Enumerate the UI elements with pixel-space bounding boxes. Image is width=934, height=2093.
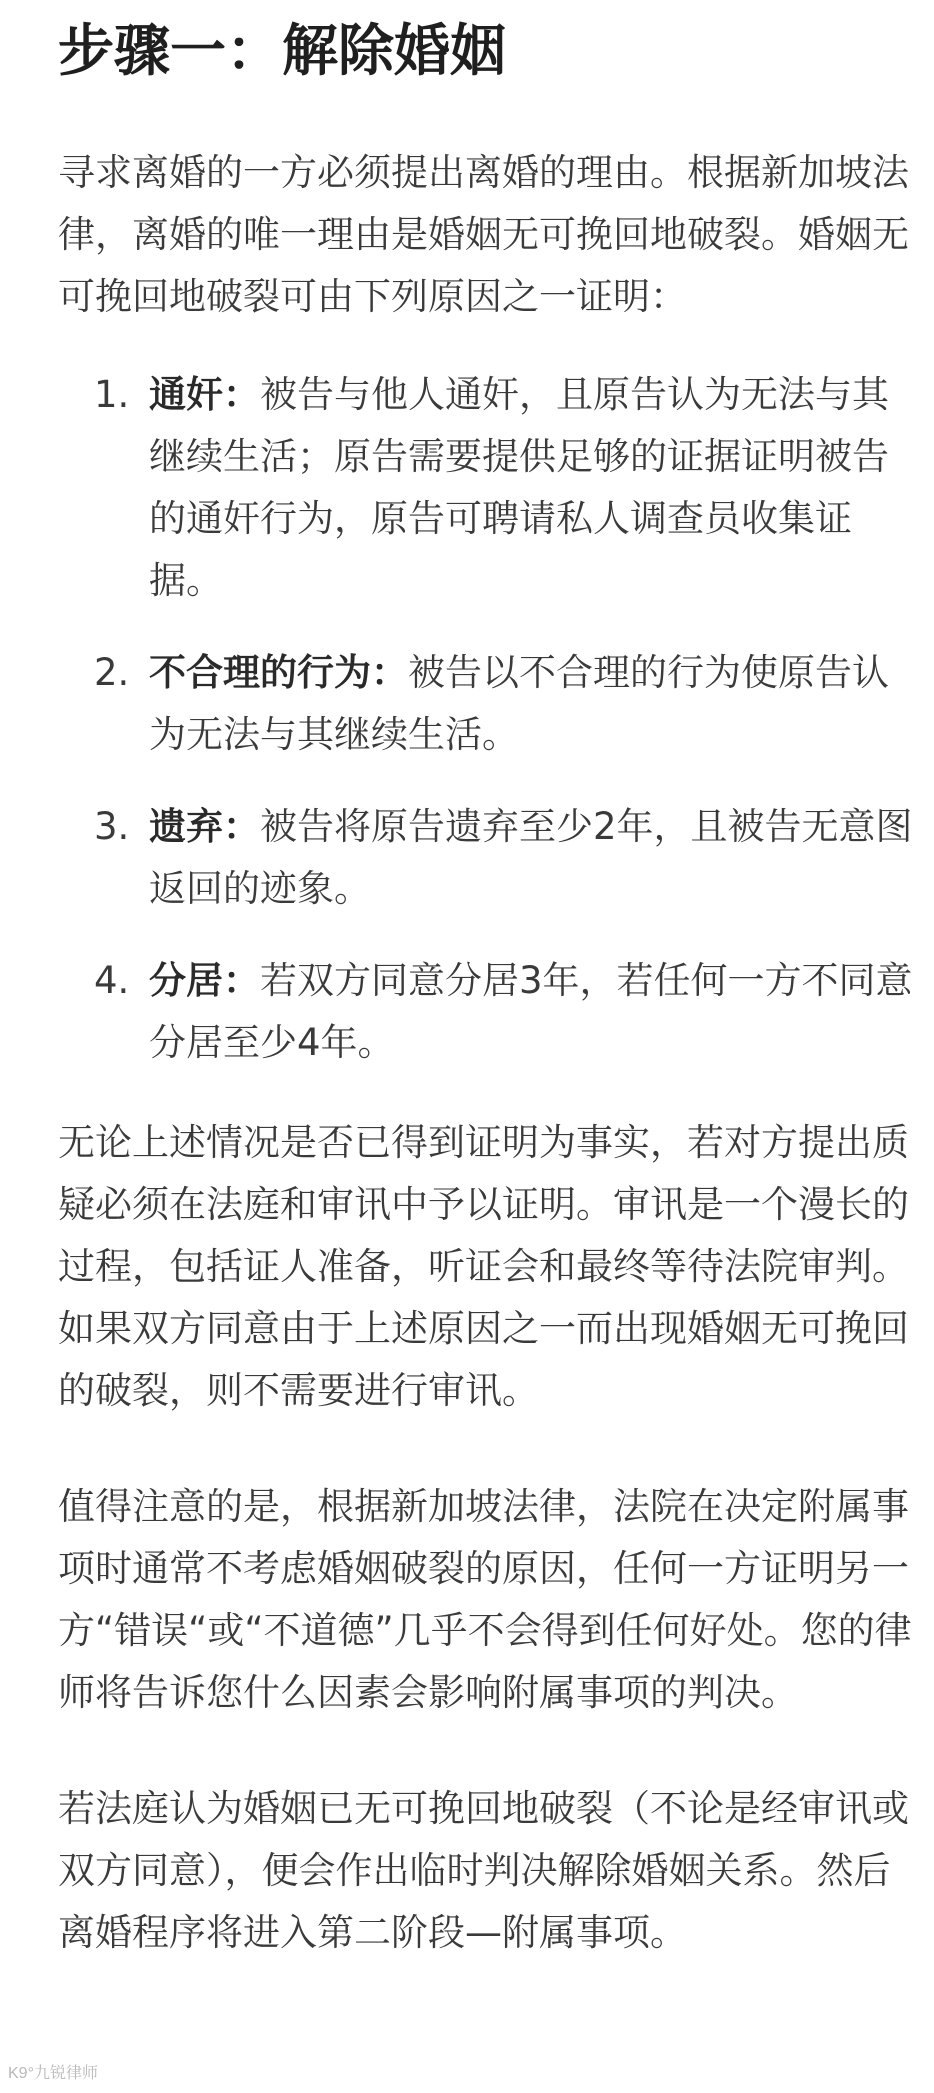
list-number: 1.: [94, 373, 130, 416]
list-number: 4.: [94, 959, 130, 1002]
list-text: 若双方同意分居3年，若任何一方不同意分居至少4年。: [149, 959, 913, 1064]
list-text: 被告将原告遗弃至少2年，且被告无意图返回的迹象。: [149, 805, 913, 910]
list-item-unreasonable-behavior: [58, 642, 914, 766]
list-number: 3.: [94, 805, 130, 848]
section-heading: 步骤一：解除婚姻: [58, 19, 506, 84]
proof-paragraph: 无论上述情况是否已得到证明为事实，若对方提出质疑必须在法庭和审讯中予以证明。审讯是一个漫长的过程，包括证人准备，听证会和最终等待法院审判。如果双方同意由于上述原因之一而出现婚姻无可挽回的破裂，则不需要进行审讯。: [58, 1121, 909, 1412]
list-term: 通奸：: [149, 373, 260, 416]
list-item-adultery: [58, 364, 914, 612]
list-term: 分居：: [149, 959, 260, 1002]
watermark: K9°九锐律师: [8, 2065, 98, 2082]
list-text: 被告与他人通奸，且原告认为无法与其继续生活；原告需要提供足够的证据证明被告的通奸行为，原告可聘请私人调查员收集证据。: [149, 373, 889, 602]
intro-paragraph: 寻求离婚的一方必须提出离婚的理由。根据新加坡法律，离婚的唯一理由是婚姻无可挽回地破裂。婚姻无可挽回地破裂可由下列原因之一证明：: [58, 151, 909, 318]
list-item-separation: [58, 950, 914, 1074]
divorce-reasons-list: [58, 364, 914, 1074]
list-term: 遗弃：: [149, 805, 260, 848]
list-item-desertion: [58, 796, 914, 920]
note-paragraph: 值得注意的是，根据新加坡法律，法院在决定附属事项时通常不考虑婚姻破裂的原因，任何一方证明另一方“错误“或“不道德”几乎不会得到任何好处。您的律师将告诉您什么因素会影响附属事项的判决。: [58, 1485, 912, 1714]
list-text: 被告以不合理的行为使原告认为无法与其继续生活。: [149, 651, 889, 756]
list-term: 不合理的行为：: [149, 651, 408, 694]
next-step-paragraph: 若法庭认为婚姻已无可挽回地破裂（不论是经审讯或双方同意），便会作出临时判决解除婚姻关系。然后离婚程序将进入第二阶段—附属事项。: [58, 1787, 909, 1954]
list-number: 2.: [94, 651, 130, 694]
article: [58, 0, 914, 1964]
